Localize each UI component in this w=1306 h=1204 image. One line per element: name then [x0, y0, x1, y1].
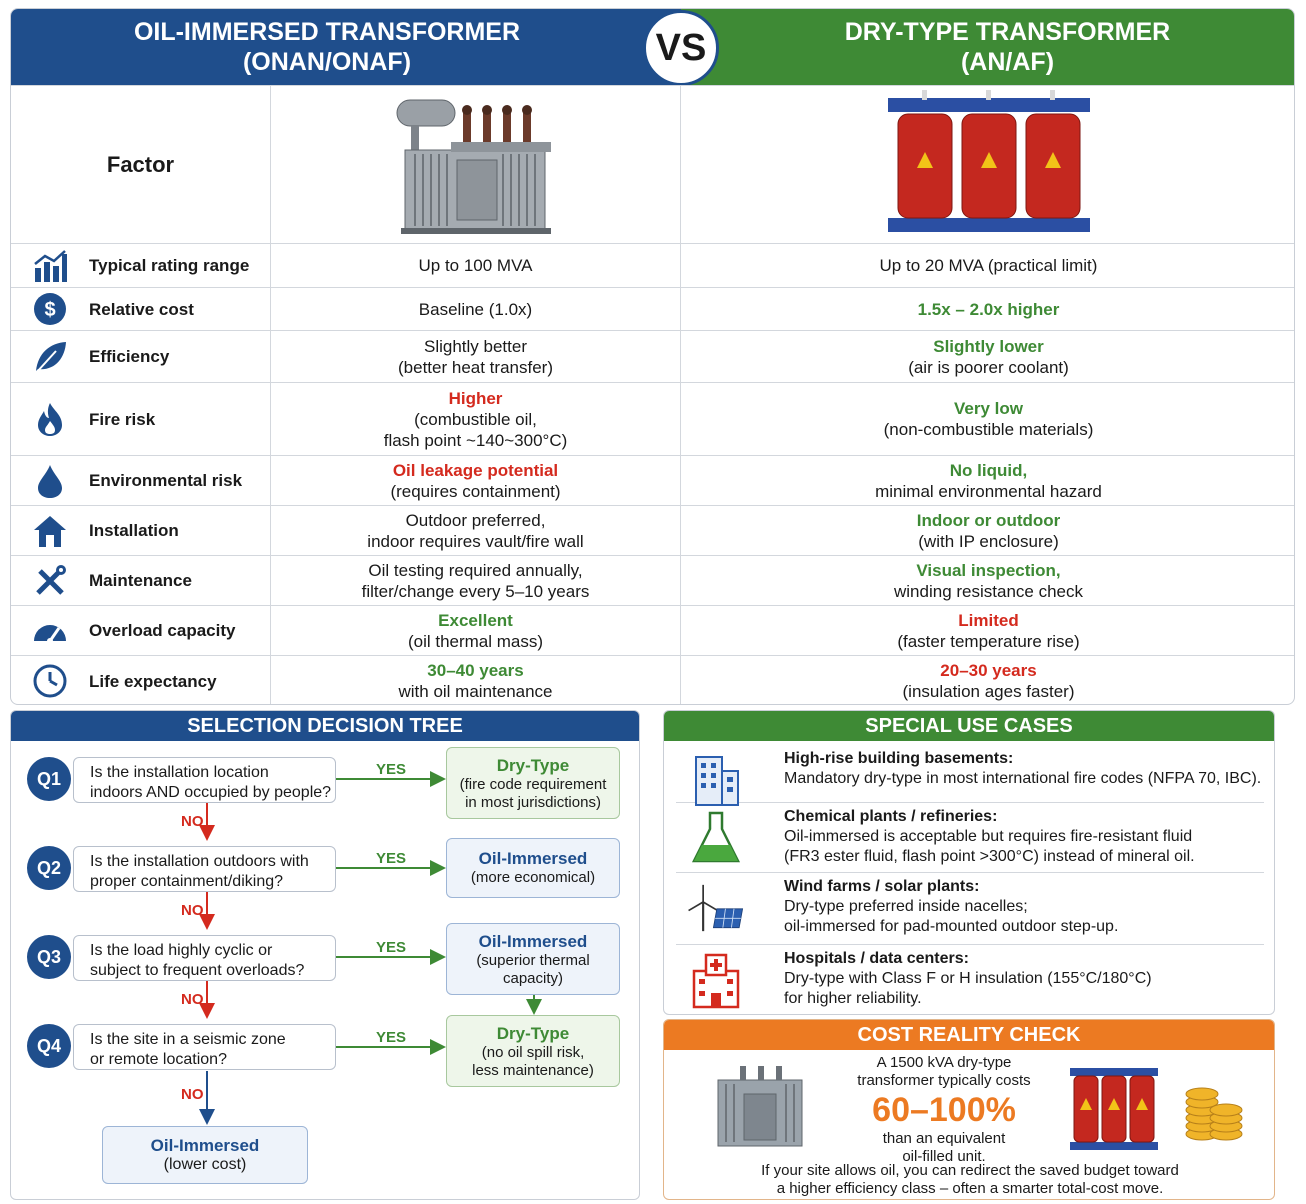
factor-cell [11, 288, 271, 330]
oil-value-line: Outdoor preferred, [405, 510, 546, 530]
factor-row [11, 455, 1295, 505]
oil-value-line: flash point ~140~300°C) [383, 430, 568, 450]
case-chemical: Chemical plants / refineries: Oil-immersed is acceptable but requires fire-resistant fluid (FR3 ester fluid, flash point >300°C) instead of mineral oil. [676, 803, 1264, 873]
oil-title: OIL-IMMERSED TRANSFORMER [133, 18, 521, 46]
factor-cell [11, 506, 271, 555]
no-label-1: NO [181, 813, 204, 830]
factor-cell [11, 331, 271, 382]
answer-oil-immersed-2: Oil-Immersed (superior thermal capacity) [446, 923, 620, 995]
oil-value [271, 288, 681, 330]
oil-value [271, 383, 681, 455]
oil-value-line: Higher [448, 388, 503, 408]
factor-row [11, 330, 1295, 382]
factor-label: Typical rating range [89, 256, 250, 275]
svg-text:$: $ [44, 299, 56, 321]
question-2-box: Is the installation outdoors with proper containment/diking? [73, 846, 336, 892]
flame-icon [31, 400, 69, 438]
dry-value-line: Up to 20 MVA (practical limit) [879, 256, 1098, 275]
factor-row [11, 505, 1295, 555]
factor-label: Efficiency [89, 347, 170, 366]
dry-value [681, 244, 1295, 287]
dry-transformer-image [884, 90, 1094, 240]
oil-value [271, 331, 681, 382]
oil-value [271, 606, 681, 655]
factor-cell [11, 606, 271, 655]
oil-value-line: (requires containment) [390, 481, 561, 501]
tools-icon [31, 562, 69, 600]
factor-row [11, 287, 1295, 330]
factor-cell [11, 656, 271, 705]
q4-badge: Q4 [27, 1024, 71, 1068]
dry-value-line: 1.5x – 2.0x higher [917, 299, 1060, 319]
factor-row [11, 243, 1295, 287]
oil-value-line: (oil thermal mass) [407, 631, 544, 651]
oil-value [271, 556, 681, 605]
dry-subtitle: (AN/AF) [960, 48, 1055, 76]
factor-label: Installation [89, 521, 179, 540]
vs-badge: VS [643, 10, 719, 86]
answer-oil-immersed-1: Oil-Immersed (more economical) [446, 838, 620, 898]
cost-percent: 60–100% [872, 1091, 1016, 1129]
gauge-icon [31, 612, 69, 650]
oil-transformer-small-image [714, 1058, 806, 1154]
factor-label: Fire risk [89, 409, 156, 429]
dry-value-line: No liquid, [949, 460, 1028, 480]
cost-footnote: If your site allows oil, you can redirect the saved budget toward a higher efficiency class – often a smarter total-cost move. [761, 1162, 1179, 1197]
dry-value-line: Very low [954, 399, 1023, 418]
factor-label: Overload capacity [89, 621, 236, 640]
factor-cell [11, 456, 271, 505]
yes-label-2: YES [376, 850, 407, 867]
dry-value [681, 506, 1295, 555]
comparison-table [10, 8, 1295, 705]
house-icon [31, 512, 69, 550]
dry-header [681, 9, 1295, 85]
dry-value-line: Limited [958, 610, 1019, 630]
case-wind-solar: Wind farms / solar plants: Dry-type preferred inside nacelles; oil-immersed for pad-mounted outdoor step-up. [676, 873, 1264, 945]
yes-label-4: YES [376, 1029, 407, 1046]
factor-label: Environmental risk [89, 471, 243, 490]
oil-header [11, 9, 681, 85]
oil-value-line: Excellent [438, 610, 513, 630]
droplet-icon [31, 462, 69, 500]
factor-row [11, 382, 1295, 455]
question-3-box: Is the load highly cyclic or subject to frequent overloads? [73, 935, 336, 981]
q2-badge: Q2 [27, 846, 71, 890]
yes-label-3: YES [376, 939, 407, 956]
yes-label-1: YES [376, 761, 407, 778]
factor-row [11, 605, 1295, 655]
case-high-rise: High-rise building basements: Mandatory dry-type in most international fire codes (NFPA 70, IBC). [676, 745, 1264, 803]
dry-value-line: (air is poorer coolant) [908, 357, 1069, 377]
building-icon [686, 751, 746, 809]
oil-value-line: Oil testing required annually, [368, 560, 583, 580]
dry-value [681, 288, 1295, 330]
dry-value [681, 331, 1295, 382]
dry-value-line: (non-combustible materials) [883, 420, 1094, 439]
dry-value [681, 383, 1295, 455]
answer-oil-immersed-final: Oil-Immersed (lower cost) [102, 1126, 308, 1184]
oil-value-line: (better heat transfer) [398, 357, 553, 377]
oil-value-line: filter/change every 5–10 years [361, 581, 590, 601]
dry-value [681, 456, 1295, 505]
dry-value-line: Visual inspection, [916, 560, 1061, 580]
oil-value-line: Oil leakage potential [392, 460, 559, 480]
dry-value [681, 656, 1295, 705]
tree-title: SELECTION DECISION TREE [11, 711, 639, 741]
flask-icon [686, 809, 746, 867]
oil-value-line: 30–40 years [427, 661, 524, 680]
oil-value [271, 506, 681, 555]
coins-icon [1184, 1074, 1244, 1144]
leaf-icon [31, 338, 69, 376]
factor-label: Relative cost [89, 299, 194, 319]
special-use-cases [663, 710, 1275, 1015]
answer-dry-type-2: Dry-Type (no oil spill risk, less maintenance) [446, 1015, 620, 1087]
cost-title: COST REALITY CHECK [664, 1020, 1274, 1050]
q3-badge: Q3 [27, 935, 71, 979]
factor-label: Life expectancy [89, 671, 217, 691]
factor-cell [11, 383, 271, 455]
oil-value [271, 244, 681, 287]
dry-value-line: (insulation ages faster) [902, 682, 1075, 701]
oil-value-line: indoor requires vault/fire wall [367, 531, 584, 551]
dry-value [681, 556, 1295, 605]
oil-value [271, 456, 681, 505]
q1-badge: Q1 [27, 757, 71, 801]
factor-row [11, 655, 1295, 705]
no-label-3: NO [181, 991, 204, 1008]
question-1-box: Is the installation location indoors AND occupied by people? [73, 757, 336, 803]
dry-value-line: winding resistance check [894, 581, 1083, 601]
dollar-icon [31, 290, 69, 328]
dry-value-line: Indoor or outdoor [916, 510, 1061, 530]
no-label-4: NO [181, 1086, 204, 1103]
oil-value-line: (combustible oil, [414, 409, 537, 429]
dry-value-line: 20–30 years [940, 661, 1037, 680]
dry-value [681, 606, 1295, 655]
answer-dry-type-1: Dry-Type (fire code requirement in most jurisdictions) [446, 747, 620, 819]
wind-solar-icon [686, 879, 746, 937]
oil-transformer-image [391, 90, 561, 240]
dry-value-line: minimal environmental hazard [875, 481, 1102, 501]
dry-title: DRY-TYPE TRANSFORMER [844, 18, 1171, 46]
oil-subtitle: (ONAN/ONAF) [242, 48, 412, 76]
question-4-box: Is the site in a seismic zone or remote location? [73, 1024, 336, 1070]
cost-statement: A 1500 kVA dry-type transformer typically costs 60–100% than an equivalent oil-filled unit. [824, 1054, 1064, 1166]
dry-value-line: (with IP enclosure) [918, 531, 1059, 551]
decision-tree [10, 710, 640, 1200]
bar-chart-icon [31, 247, 69, 285]
oil-value-line: Baseline (1.0x) [418, 299, 533, 319]
case-hospital: Hospitals / data centers: Dry-type with Class F or H insulation (155°C/180°C) for higher reliability. [676, 945, 1264, 1015]
oil-value-line: Slightly better [424, 336, 527, 356]
no-label-2: NO [181, 902, 204, 919]
cost-reality-check [663, 1019, 1275, 1200]
hospital-icon [686, 951, 746, 1009]
oil-value-line: with oil maintenance [398, 682, 553, 701]
dry-value-line: (faster temperature rise) [897, 631, 1080, 651]
factor-cell [11, 556, 271, 605]
clock-icon [31, 662, 69, 700]
factor-heading: Factor [106, 152, 175, 177]
dry-value-line: Slightly lower [933, 336, 1044, 356]
oil-value [271, 656, 681, 705]
dry-transformer-small-image [1068, 1064, 1160, 1154]
image-row [11, 85, 1295, 243]
factor-label: Maintenance [89, 571, 192, 590]
special-title: SPECIAL USE CASES [664, 711, 1274, 741]
factor-row [11, 555, 1295, 605]
oil-value-line: Up to 100 MVA [418, 256, 533, 275]
factor-cell [11, 244, 271, 287]
